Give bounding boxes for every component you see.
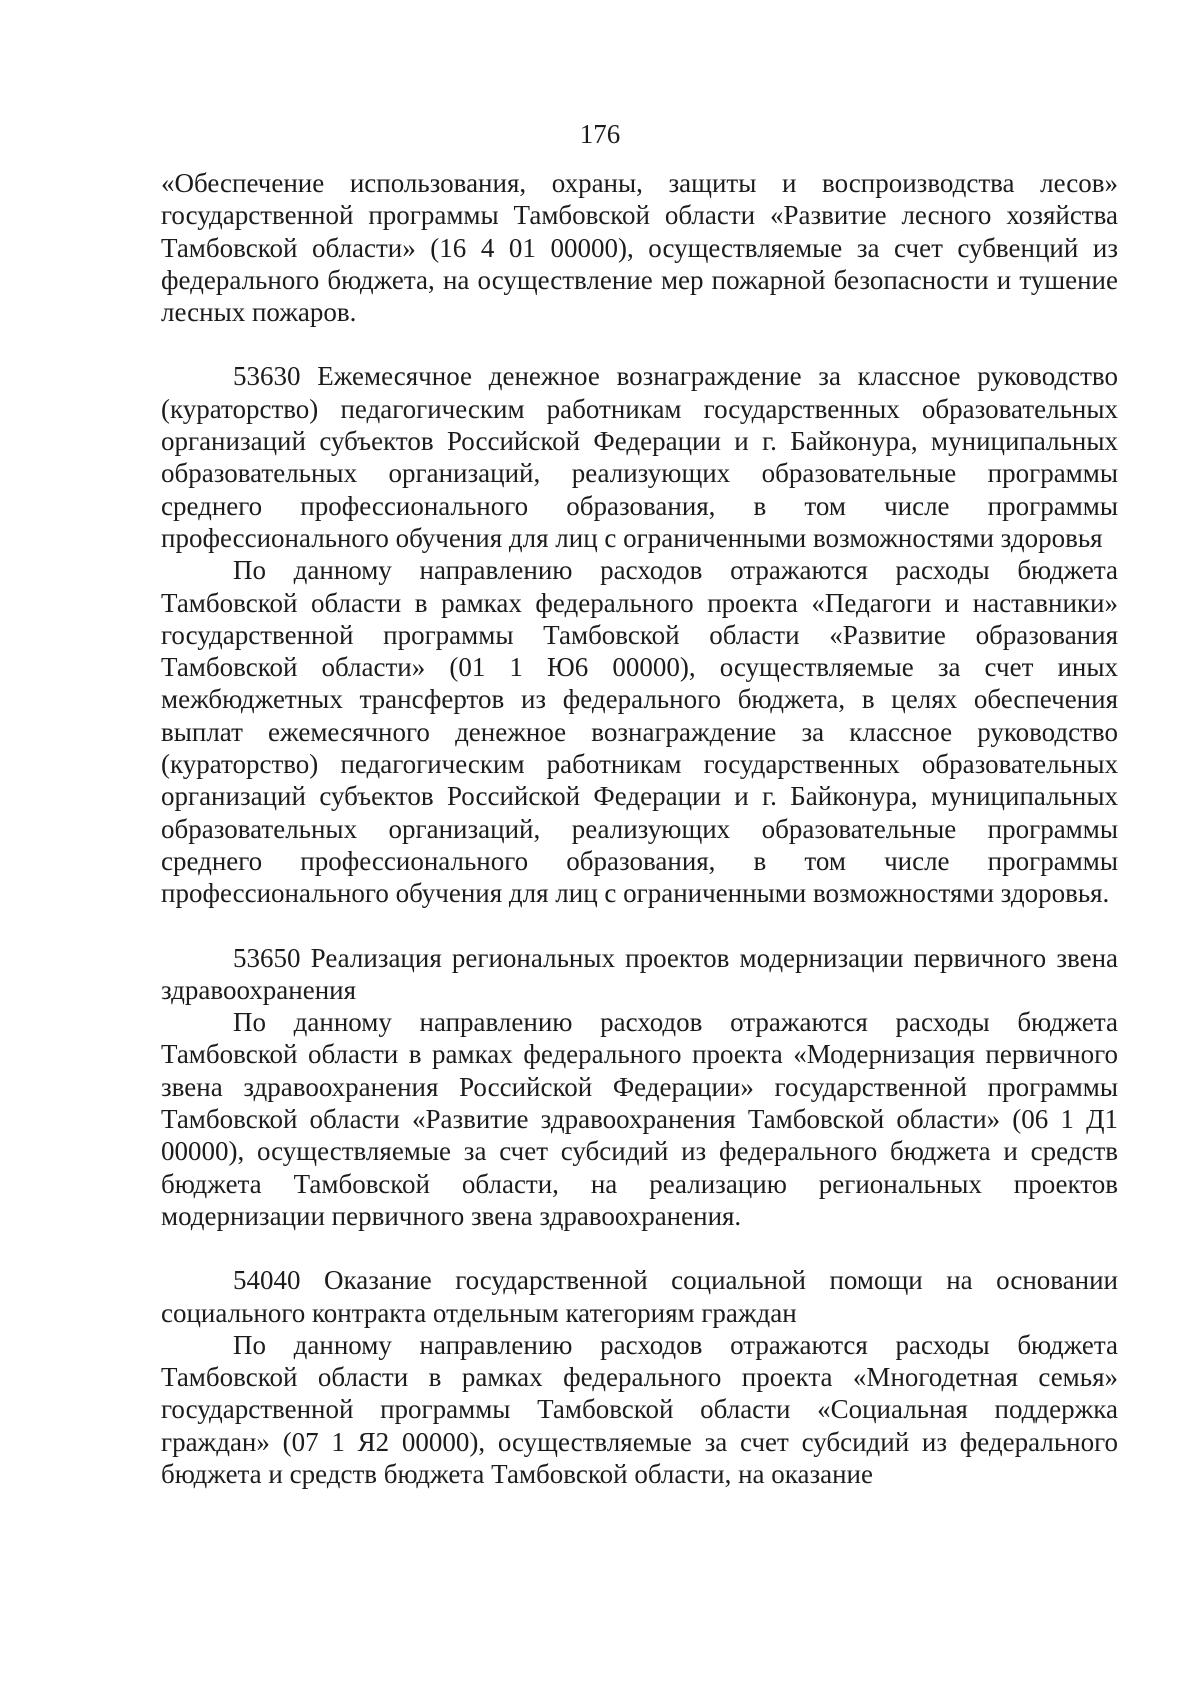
section-heading-53650: 53650 Реализация региональных проектов модернизации первичного звена здравоохранения <box>161 942 1118 1005</box>
paragraph-53630-description: По данному направлению расходов отражаются расходы бюджета Тамбовской области в рамках федерального проекта «Педагоги и наставники» государственной программы Тамбовской области «Развитие образования Тамбовской области» (01 1 Ю6 00000), осуществляемые за счет иных межбюджетных трансфертов из федерального бюджета, в целях обеспечения выплат ежемесячного денежное вознаграждение за классное руководство (кураторство) педагогическим работникам государственных образовательных организаций субъектов Российской Федерации и г. Байконура, муниципальных образовательных организаций, реализующих образовательные программы среднего профессионального образования, в том числе программы профессионального обучения для лиц с ограниченными возможностями здоровья. <box>161 555 1118 909</box>
section-heading-53630: 53630 Ежемесячное денежное вознаграждение за классное руководство (кураторство) педагогическим работникам государственных образовательных организаций субъектов Российской Федерации и г. Байконура, муниципальных образовательных организаций, реализующих образовательные программы среднего профессионального образования, в том числе программы профессионального обучения для лиц с ограниченными возможностями здоровья <box>161 361 1118 553</box>
page-number: 176 <box>579 119 621 149</box>
paragraph-53650-description: По данному направлению расходов отражаются расходы бюджета Тамбовской области в рамках федерального проекта «Модернизация первичного звена здравоохранения Российской Федерации» государственной программы Тамбовской области «Развитие здравоохранения Тамбовской области» (06 1 Д1 00000), осуществляемые за счет субсидий из федерального бюджета и средств бюджета Тамбовской области, на реализацию региональных проектов модернизации первичного звена здравоохранения. <box>161 1007 1118 1231</box>
document-body <box>161 167 1118 1490</box>
paragraph-forest-continuation: «Обеспечение использования, охраны, защиты и воспроизводства лесов» государственной программы Тамбовской области «Развитие лесного хозяйства Тамбовской области» (16 4 01 00000), осуществляемые за счет субвенций из федерального бюджета, на осуществление мер пожарной безопасности и тушение лесных пожаров. <box>161 168 1118 328</box>
section-heading-54040: 54040 Оказание государственной социальной помощи на основании социального контракта отдельным категориям граждан <box>161 1265 1118 1328</box>
paragraph-54040-description: По данному направлению расходов отражаются расходы бюджета Тамбовской области в рамках федерального проекта «Многодетная семья» государственной программы Тамбовской области «Социальная поддержка граждан» (07 1 Я2 00000), осуществляемые за счет субсидий из федерального бюджета и средств бюджета Тамбовской области, на оказание <box>161 1329 1118 1489</box>
